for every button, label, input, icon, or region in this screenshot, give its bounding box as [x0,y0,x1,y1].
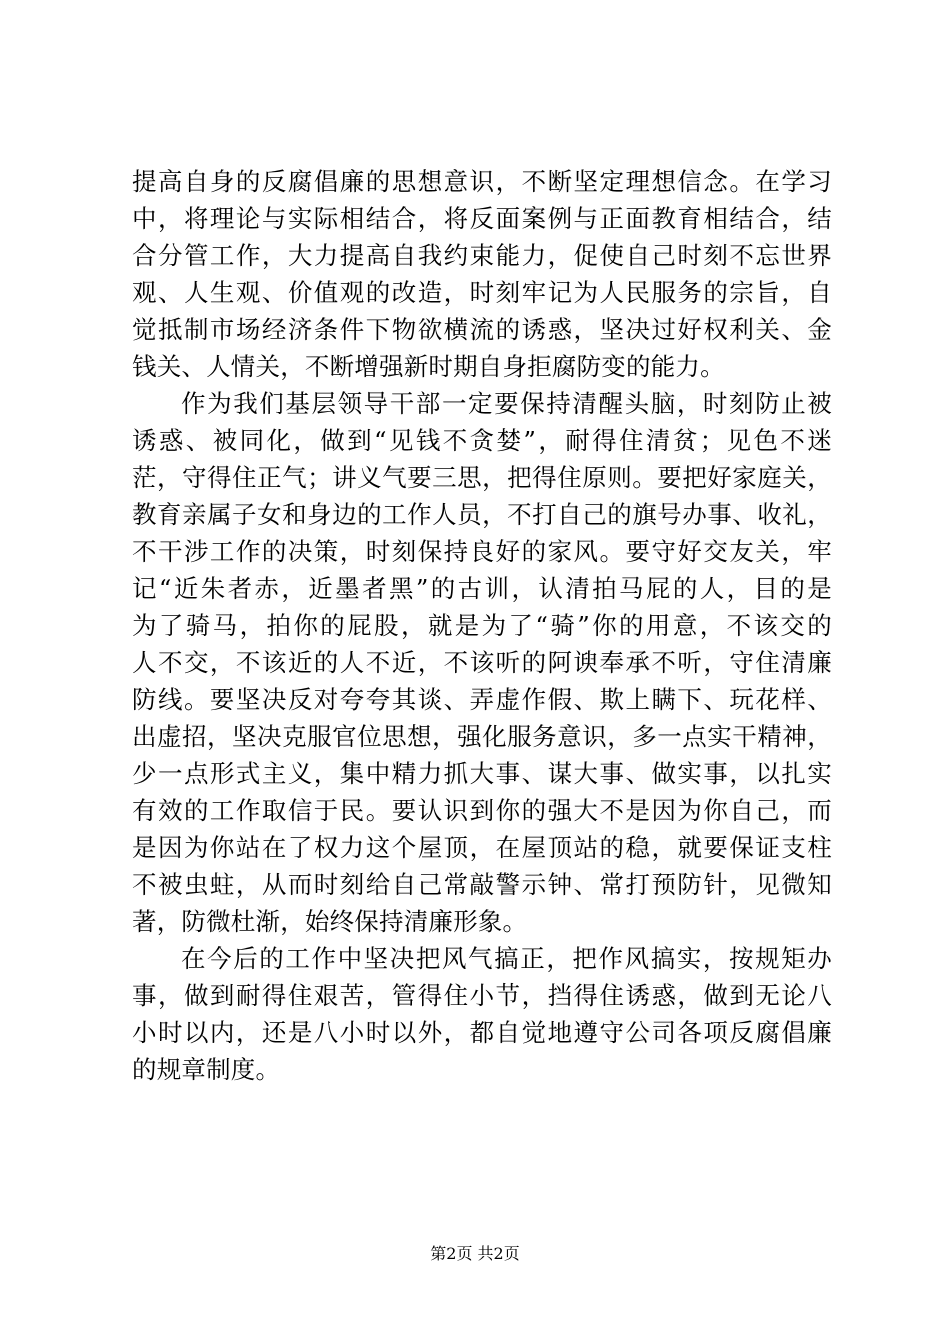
paragraph-2-line: 著，防微杜渐，始终保持清廉形象。 [132,907,528,936]
document-body [132,163,832,1088]
paragraph-2-line: 作为我们基层领导干部一定要保持清醒头脑，时刻防止被 [181,389,832,418]
paragraph-2-line: 有效的工作取信于民。要认识到你的强大不是因为你自己，而 [132,796,832,825]
paragraph-2-line: 少一点形式主义，集中精力抓大事、谋大事、做实事，以扎实 [132,759,832,788]
paragraph-2-line: 人不交，不该近的人不近，不该听的阿谀奉承不听，守住清廉 [132,648,832,677]
paragraph-1-line: 中，将理论与实际相结合，将反面案例与正面教育相结合，结 [132,204,832,233]
page-footer [0,1244,950,1264]
paragraph-2-line: 不被虫蛀，从而时刻给自己常敲警示钟、常打预防针，见微知 [132,870,832,899]
paragraph-2-line: 防线。要坚决反对夸夸其谈、弄虚作假、欺上瞒下、玩花样、 [132,685,832,714]
paragraph-1-line: 觉抵制市场经济条件下物欲横流的诱惑，坚决过好权利关、金 [132,315,832,344]
page-number: 第2页 共2页 [430,1244,520,1263]
paragraph-2-line: 记“近朱者赤，近墨者黑”的古训，认清拍马屁的人，目的是 [132,574,832,603]
paragraph-3-line: 事，做到耐得住艰苦，管得住小节，挡得住诱惑，做到无论八 [132,981,832,1010]
paragraph-2-line: 教育亲属子女和身边的工作人员，不打自己的旗号办事、收礼， [132,500,832,529]
paragraph-1-line: 钱关、人情关，不断增强新时期自身拒腐防变的能力。 [132,352,725,381]
paragraph-1-line: 合分管工作，大力提高自我约束能力，促使自己时刻不忘世界 [132,241,832,270]
paragraph-3-line: 的规章制度。 [132,1055,281,1084]
paragraph-3-line: 小时以内，还是八小时以外，都自觉地遵守公司各项反腐倡廉 [132,1018,832,1047]
paragraph-1-line: 观、人生观、价值观的改造，时刻牢记为人民服务的宗旨，自 [132,278,832,307]
paragraph-2-line: 出虚招，坚决克服官位思想，强化服务意识，多一点实干精神， [132,722,832,751]
paragraph-2-line: 不干涉工作的决策，时刻保持良好的家风。要守好交友关，牢 [132,537,832,566]
paragraph-1-line: 提高自身的反腐倡廉的思想意识，不断坚定理想信念。在学习 [132,167,832,196]
paragraph-2-line: 茫，守得住正气；讲义气要三思，把得住原则。要把好家庭关， [132,463,832,492]
paragraph-3-line: 在今后的工作中坚决把风气搞正，把作风搞实，按规矩办 [181,944,832,973]
paragraph-2-line: 是因为你站在了权力这个屋顶，在屋顶站的稳，就要保证支柱 [132,833,832,862]
paragraph-2-line: 为了骑马，拍你的屁股，就是为了“骑”你的用意，不该交的 [132,611,832,640]
paragraph-2-line: 诱惑、被同化，做到“见钱不贪婪”，耐得住清贫；见色不迷 [132,426,832,455]
